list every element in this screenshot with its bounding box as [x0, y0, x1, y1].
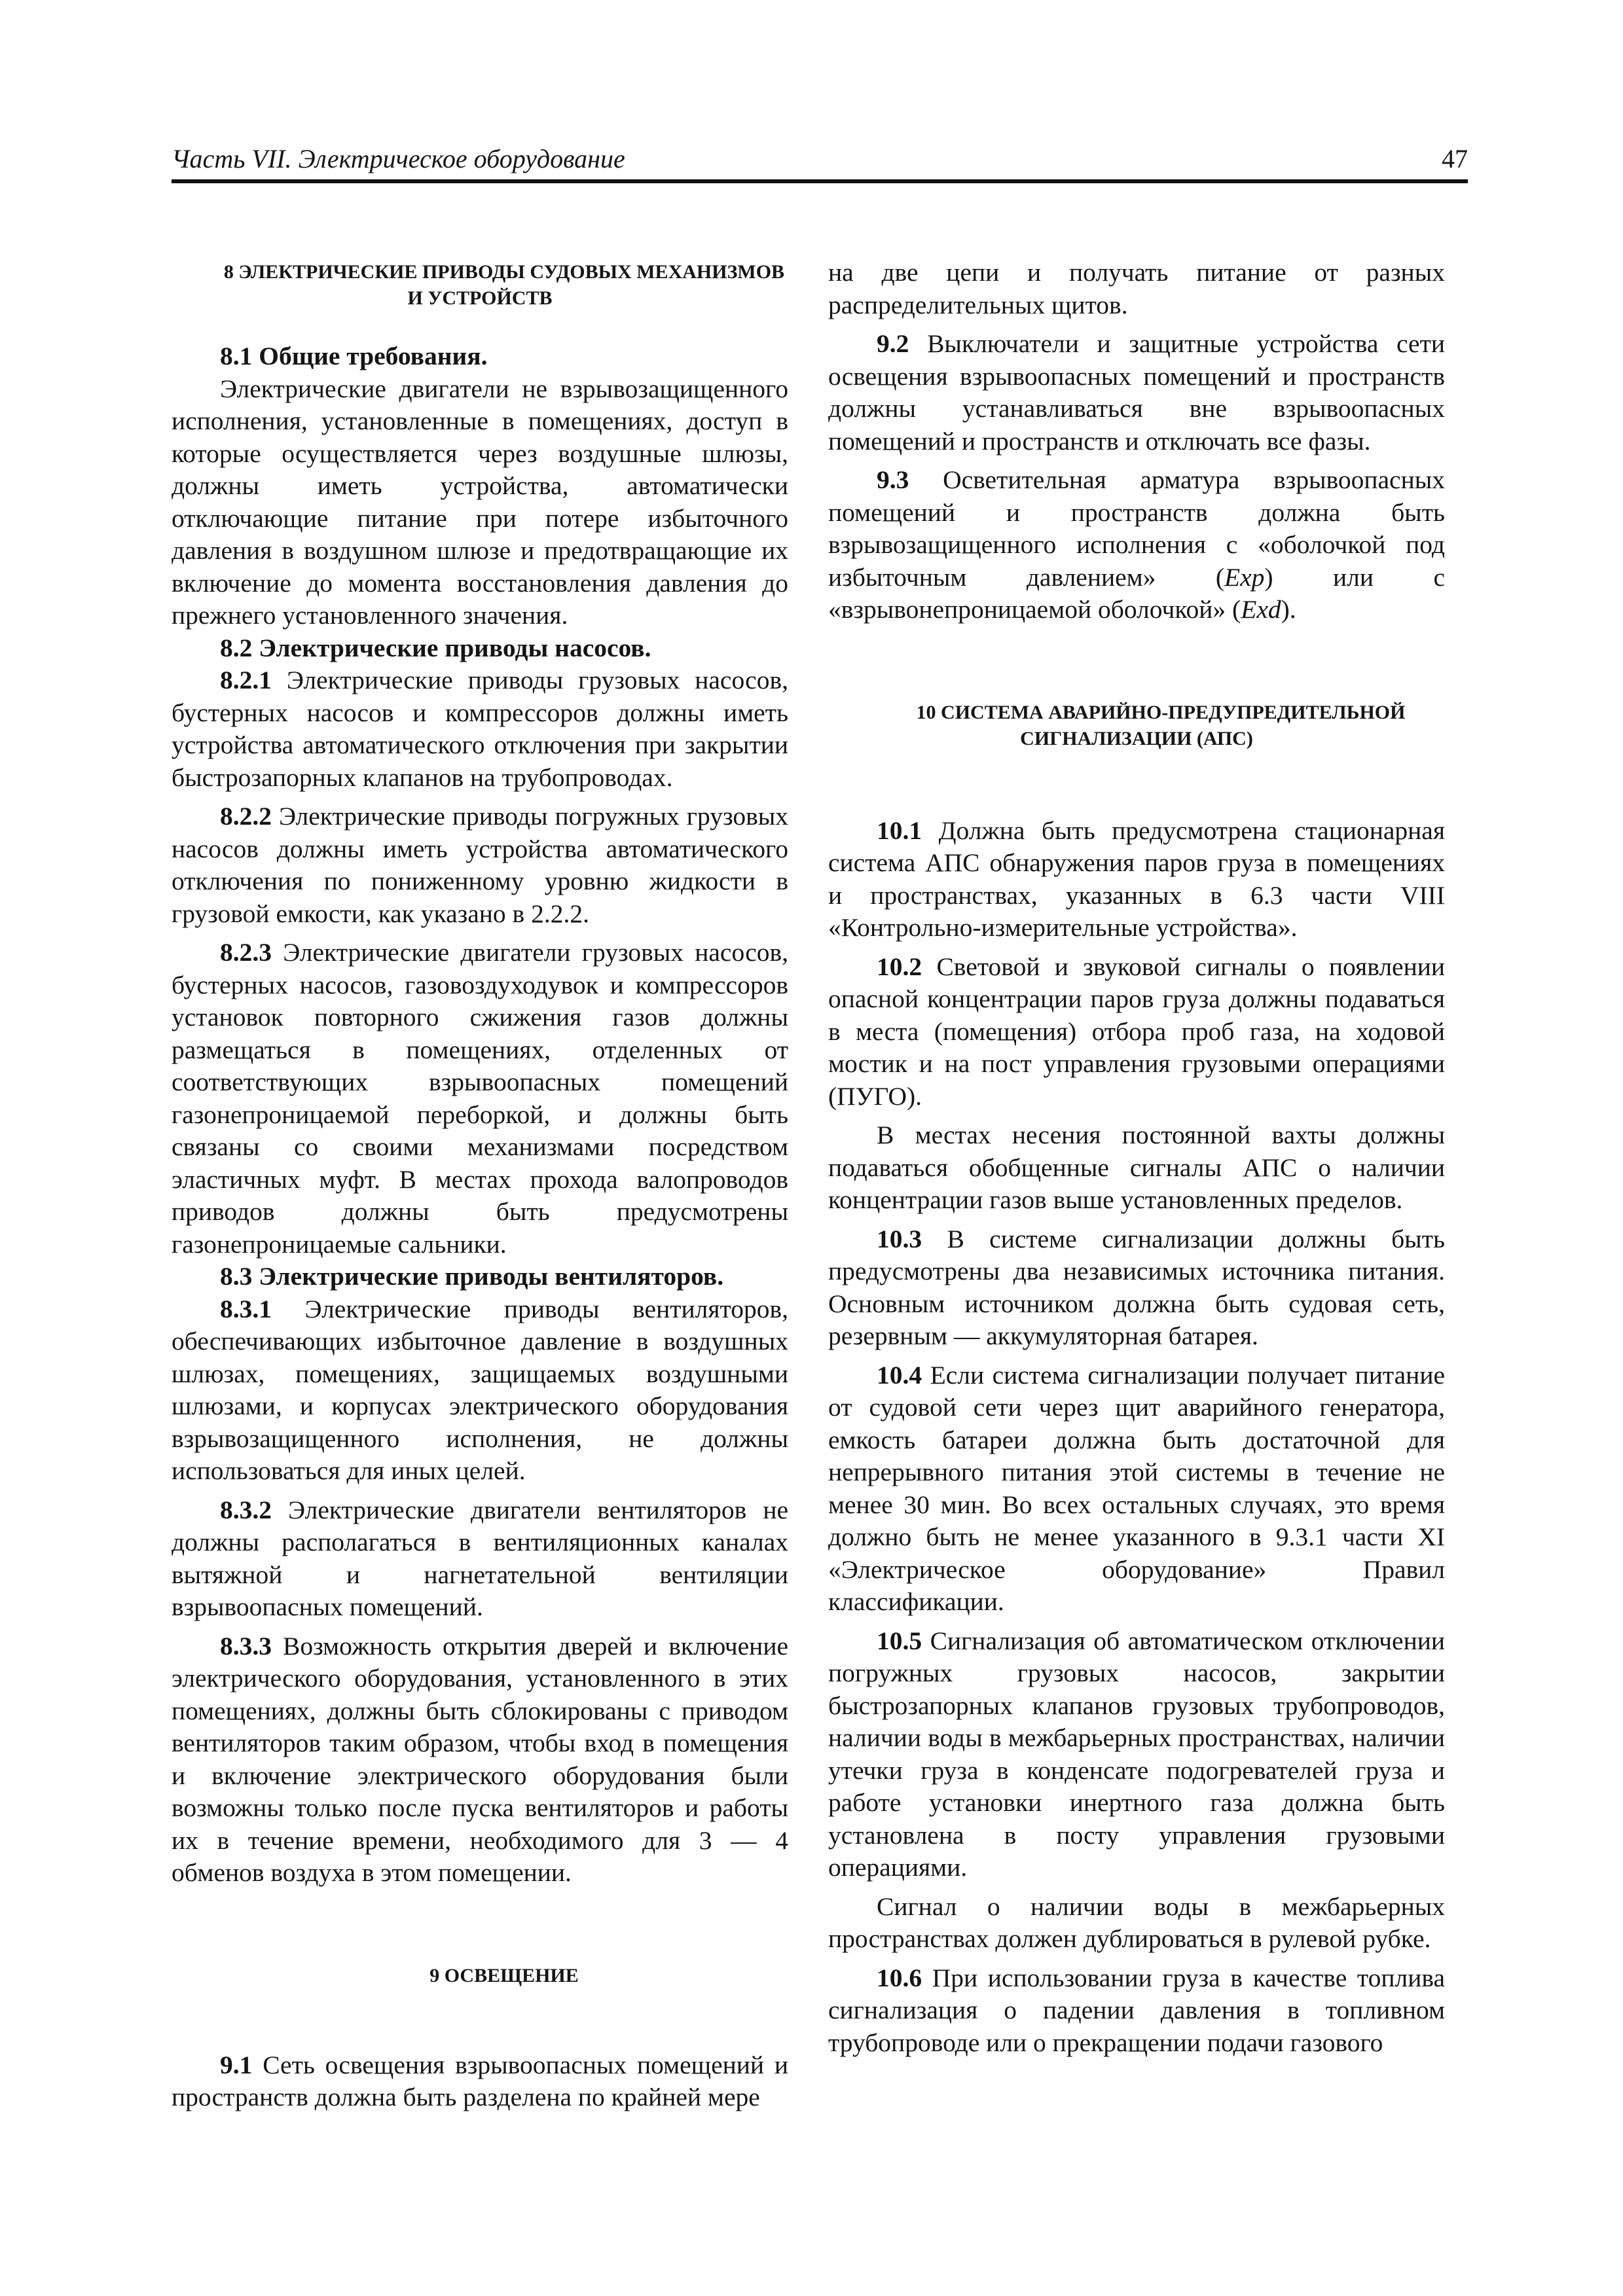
- clause-number: 10.3: [877, 1224, 922, 1253]
- section-10-title: 10 СИСТЕМА АВАРИЙНО-ПРЕДУПРЕДИТЕЛЬНОЙ СИГНАЛИЗАЦИИ (АПС): [916, 701, 1406, 749]
- paragraph-9-2: 9.2 Выключатели и защитные устройства сети освещения взрывоопасных помещений и пространств должны устанавливаться вне взрывоопасных помещений и пространств и отключать все фазы.: [828, 329, 1445, 456]
- page-number: 47: [1442, 144, 1468, 173]
- left-column: [172, 257, 788, 2114]
- paragraph-9-1-continued: на две цепи и получать питание от разных распределительных щитов.: [828, 258, 1445, 319]
- clause-number: 8.2.3: [220, 938, 272, 967]
- subsection-8-1-heading: 8.1 Общие требования.: [220, 342, 488, 370]
- right-column: [828, 257, 1445, 2059]
- paragraph-9-3: 9.3 Осветительная арматура взрывоопасных помещений и пространств должна быть взрывозащищенного исполнения с «оболочкой под избыточным давлением» (Exp) или с «взрывонепроницаемой оболочкой» (Exd).: [828, 465, 1445, 624]
- paragraph-8-2-2: 8.2.2 Электрические приводы погружных грузовых насосов должны иметь устройства автоматического отключения по пониженному уровню жидкости в грузовой емкости, как указано в 2.2.2.: [172, 802, 789, 928]
- code-exd: Exd: [1241, 595, 1281, 624]
- header-title: Часть VII. Электрическое оборудование: [172, 144, 625, 173]
- clause-number: 8.2.1: [220, 666, 272, 694]
- paragraph-9-1: 9.1 Сеть освещения взрывоопасных помещений и пространств должна быть разделена по крайней мере: [172, 2050, 789, 2111]
- clause-number: 8.3.1: [220, 1294, 272, 1323]
- clause-number: 8.3.2: [220, 1495, 272, 1524]
- paragraph-8-3-1: 8.3.1 Электрические приводы вентиляторов, обеспечивающих избыточное давление в воздушных шлюзах, помещениях, защищаемых воздушными шлюзами, и корпусах электрического оборудования взрывозащищенного исполнения, не должны использоваться для иных целей.: [172, 1294, 789, 1485]
- paragraph-8-1: Электрические двигатели не взрывозащищенного исполнения, установленные в помещениях, доступ в которые осуществляется через воздушные шлюзы, должны иметь устройства, автоматически отключающие питание при потере избыточного давления в воздушном шлюзе и предотвращающие их включение до момента восстановления давления до прежнего установленного значения.: [172, 374, 788, 630]
- paragraph-8-3-3: 8.3.3 Возможность открытия дверей и включение электрического оборудования, установленного в этих помещениях, должны быть сблокированы с приводом вентиляторов таким образом, чтобы вход в помещения и включение электрического оборудования были возможны только после пуска вентиляторов и работы их в течение времени, необходимого для 3 — 4 обменов воздуха в этом помещении.: [172, 1631, 788, 1887]
- subsection-8-3-heading: 8.3 Электрические приводы вентиляторов.: [220, 1262, 724, 1291]
- clause-number: 8.2.2: [220, 802, 272, 831]
- paragraph-10-6: 10.6 При использовании груза в качестве топлива сигнализация о падении давления в топливном трубопроводе или о прекращении подачи газового: [828, 1963, 1446, 2057]
- clause-number: 10.1: [877, 816, 922, 845]
- paragraph-10-2: 10.2 Световой и звуковой сигналы о появлении опасной концентрации паров груза должны подаваться в места (помещения) отбора проб газа, на ходовой мостик и на пост управления грузовыми операциями (ПУГО).: [828, 952, 1445, 1111]
- code-exp: Exp: [1224, 562, 1265, 592]
- clause-number: 8.3.3: [220, 1631, 272, 1660]
- clause-number: 9.2: [877, 329, 909, 358]
- running-header: [172, 143, 1468, 175]
- paragraph-8-2-3: 8.2.3 Электрические двигатели грузовых насосов, бустерных насосов, газовоздуходувок и компрессоров установок повторного сжижения газов должны размещаться в помещениях, отделенных от соответствующих взрывоопасных помещений газонепроницаемой переборкой, и должны быть связаны со своими механизмами посредством эластичных муфт. В местах прохода валопроводов приводов должны быть предусмотрены газонепроницаемые сальники.: [172, 938, 789, 1259]
- paragraph-10-3: 10.3 В системе сигнализации должны быть предусмотрены два независимых источника питания. Основным источником должна быть судовая сеть, резервным — аккумуляторная батарея.: [828, 1224, 1445, 1350]
- paragraph-10-5: 10.5 Сигнализация об автоматическом отключении погружных грузовых насосов, закрытии быстрозапорных клапанов грузовых трубопроводов, наличии воды в межбарьерных пространствах, наличии утечки груза в конденсате подогревателей груза и работе установки инертного газа должна быть установлена в посту управления грузовыми операциями.: [828, 1626, 1445, 1882]
- header-rule: [172, 179, 1468, 183]
- clause-number: 10.2: [877, 952, 922, 981]
- paragraph-10-2-b: В местах несения постоянной вахты должны подаваться обобщенные сигналы АПС о наличии концентрации газов выше установленных пределов.: [828, 1121, 1445, 1214]
- paragraph-10-1: 10.1 Должна быть предусмотрена стационарная система АПС обнаружения паров груза в помещениях и пространствах, указанных в 6.3 части VIII «Контрольно-измерительные устройства».: [828, 816, 1445, 942]
- paragraph-10-5-b: Сигнал о наличии воды в межбарьерных пространствах должен дублироваться в рулевой рубке.: [828, 1892, 1445, 1953]
- section-9-title: 9 ОСВЕЩЕНИЕ: [429, 1964, 579, 1986]
- clause-number: 9.1: [220, 2050, 253, 2079]
- clause-number: 10.5: [877, 1626, 922, 1655]
- clause-number: 9.3: [877, 465, 909, 494]
- paragraph-8-2-1: 8.2.1 Электрические приводы грузовых насосов, бустерных насосов и компрессоров должны иметь устройства автоматического отключения при закрытии быстрозапорных клапанов на трубопроводах.: [172, 666, 788, 792]
- section-8-title: 8 ЭЛЕКТРИЧЕСКИЕ ПРИВОДЫ СУДОВЫХ МЕХАНИЗМОВ И УСТРОЙСТВ: [223, 261, 785, 309]
- clause-number: 10.6: [877, 1963, 922, 1992]
- paragraph-8-3-2: 8.3.2 Электрические двигатели вентиляторов не должны располагаться в вентиляционных каналах вытяжной и нагнетательной вентиляции взрывоопасных помещений.: [172, 1495, 788, 1621]
- paragraph-10-4: 10.4 Если система сигнализации получает питание от судовой сети через щит аварийного генератора, емкость батареи должна быть достаточной для непрерывного питания этой системы в течение не менее 30 мин. Во всех остальных случаях, это время должно быть не менее указанного в 9.3.1 части XI «Электрическое оборудование» Правил классификации.: [828, 1360, 1445, 1616]
- subsection-8-2-heading: 8.2 Электрические приводы насосов.: [220, 633, 651, 662]
- clause-number: 10.4: [877, 1360, 922, 1390]
